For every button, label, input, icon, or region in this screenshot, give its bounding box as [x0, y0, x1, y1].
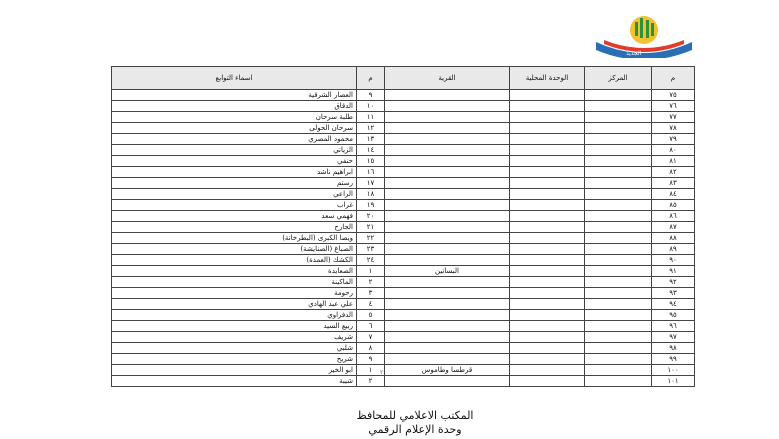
row-markaz [585, 255, 652, 266]
row-local-unit [510, 222, 585, 233]
row-village [385, 354, 510, 365]
row-sub-num: ١١ [357, 112, 385, 123]
villages-table [111, 66, 695, 387]
table-row [112, 266, 695, 277]
row-village [385, 134, 510, 145]
row-village [385, 332, 510, 343]
row-village [385, 101, 510, 112]
governorate-logo [590, 12, 698, 58]
logo-text: الجديد [626, 50, 642, 57]
row-village [385, 310, 510, 321]
row-local-unit [510, 200, 585, 211]
table-row [112, 233, 695, 244]
row-num: ٧٧ [652, 112, 695, 123]
row-name: غراب [112, 200, 357, 211]
row-num: ٩٥ [652, 310, 695, 321]
row-local-unit [510, 178, 585, 189]
row-markaz [585, 156, 652, 167]
row-sub-num: ٤ [357, 299, 385, 310]
row-num: ٨٤ [652, 189, 695, 200]
row-name: الدفراوي [112, 310, 357, 321]
row-name: الدقاق [112, 101, 357, 112]
row-sub-num: ٦ [357, 321, 385, 332]
row-sub-num: ١ [357, 365, 385, 376]
row-markaz [585, 376, 652, 387]
table-row [112, 255, 695, 266]
row-local-unit [510, 211, 585, 222]
row-markaz [585, 332, 652, 343]
table-row [112, 244, 695, 255]
row-name: رستم [112, 178, 357, 189]
row-name: سرحان الحولى [112, 123, 357, 134]
row-local-unit [510, 134, 585, 145]
row-village: قرطسا وطاموس [385, 365, 510, 376]
row-sub-num: ١٠ [357, 101, 385, 112]
row-local-unit [510, 343, 585, 354]
row-sub-num: ١٥ [357, 156, 385, 167]
row-village [385, 189, 510, 200]
footer-unit: وحدة الإعلام الرقمي [368, 423, 462, 436]
footer-office: المكتب الاعلامي للمحافظ [356, 409, 474, 422]
row-local-unit [510, 365, 585, 376]
row-sub-num: ٥ [357, 310, 385, 321]
row-sub-num: ٩ [357, 90, 385, 101]
row-village [385, 376, 510, 387]
table-row [112, 376, 695, 387]
row-local-unit [510, 332, 585, 343]
table-row [112, 277, 695, 288]
row-num: ٩٢ [652, 277, 695, 288]
row-local-unit [510, 167, 585, 178]
table-header-row [112, 67, 695, 90]
row-local-unit [510, 90, 585, 101]
row-name: العصار الشرقية [112, 90, 357, 101]
row-num: ٩١ [652, 266, 695, 277]
row-markaz [585, 299, 652, 310]
row-num: ٩٤ [652, 299, 695, 310]
row-markaz [585, 310, 652, 321]
row-name: حنفي [112, 156, 357, 167]
row-village [385, 288, 510, 299]
row-sub-num: ٩ [357, 354, 385, 365]
table-row [112, 112, 695, 123]
header-village: القرية [385, 67, 510, 90]
row-name: شريح [112, 354, 357, 365]
row-markaz [585, 211, 652, 222]
row-sub-num: ٣ [357, 288, 385, 299]
row-sub-num: ١٣ [357, 134, 385, 145]
row-village [385, 178, 510, 189]
row-village: البساتين [385, 266, 510, 277]
row-markaz [585, 266, 652, 277]
row-village [385, 277, 510, 288]
row-num: ٨٢ [652, 167, 695, 178]
row-markaz [585, 189, 652, 200]
row-num: ٧٥ [652, 90, 695, 101]
row-village [385, 244, 510, 255]
header-num: م [652, 67, 695, 90]
table-row [112, 178, 695, 189]
table-row [112, 167, 695, 178]
row-markaz [585, 145, 652, 156]
row-name: شيبة [112, 376, 357, 387]
row-sub-num: ١ [357, 266, 385, 277]
table-row [112, 101, 695, 112]
row-num: ٨١ [652, 156, 695, 167]
row-name: ويصا الكبرى (البطرخانة) [112, 233, 357, 244]
header-names: اسماء التوابع [112, 67, 357, 90]
row-local-unit [510, 321, 585, 332]
row-name: الراعي [112, 189, 357, 200]
row-num: ٩٣ [652, 288, 695, 299]
row-sub-num: ٢١ [357, 222, 385, 233]
row-name: ابراهيم ناشد [112, 167, 357, 178]
footer [300, 409, 530, 437]
row-markaz [585, 112, 652, 123]
table-row [112, 200, 695, 211]
row-local-unit [510, 189, 585, 200]
row-name: ربيع السيد [112, 321, 357, 332]
row-sub-num: ١٧ [357, 178, 385, 189]
row-sub-num: ١٩ [357, 200, 385, 211]
row-name: ابو الخير [112, 365, 357, 376]
row-village [385, 211, 510, 222]
row-num: ١٠٠ [652, 365, 695, 376]
row-village [385, 321, 510, 332]
row-local-unit [510, 255, 585, 266]
row-village [385, 233, 510, 244]
page-footnote: ٢ [380, 369, 384, 376]
row-name: شلبي [112, 343, 357, 354]
table-row [112, 365, 695, 376]
row-markaz [585, 200, 652, 211]
row-num: ٨٣ [652, 178, 695, 189]
row-sub-num: ٢٣ [357, 244, 385, 255]
header-local-unit: الوحدة المحلية [510, 67, 585, 90]
row-markaz [585, 123, 652, 134]
row-num: ٩٩ [652, 354, 695, 365]
row-markaz [585, 244, 652, 255]
row-name: الجارح [112, 222, 357, 233]
row-markaz [585, 288, 652, 299]
row-village [385, 123, 510, 134]
row-markaz [585, 90, 652, 101]
table-row [112, 310, 695, 321]
row-name: الزياتي [112, 145, 357, 156]
row-sub-num: ١٤ [357, 145, 385, 156]
row-name: طلبة سرحان [112, 112, 357, 123]
table-row [112, 222, 695, 233]
table-row [112, 156, 695, 167]
row-name: فهمي سعد [112, 211, 357, 222]
row-markaz [585, 354, 652, 365]
row-sub-num: ٧ [357, 332, 385, 343]
row-village [385, 90, 510, 101]
row-markaz [585, 167, 652, 178]
row-local-unit [510, 376, 585, 387]
row-name: الصعايدة [112, 266, 357, 277]
row-name: الكشك (العمدة) [112, 255, 357, 266]
row-markaz [585, 277, 652, 288]
row-village [385, 299, 510, 310]
row-num: ٨٦ [652, 211, 695, 222]
header-markaz: المركز [585, 67, 652, 90]
row-markaz [585, 233, 652, 244]
row-village [385, 200, 510, 211]
row-num: ٨٩ [652, 244, 695, 255]
row-local-unit [510, 101, 585, 112]
row-name: محمود المصري [112, 134, 357, 145]
row-markaz [585, 321, 652, 332]
table-row [112, 343, 695, 354]
row-sub-num: ٢٢ [357, 233, 385, 244]
row-markaz [585, 178, 652, 189]
row-local-unit [510, 156, 585, 167]
table-row [112, 145, 695, 156]
row-local-unit [510, 244, 585, 255]
row-name: الصباغ (الصنايشة) [112, 244, 357, 255]
row-sub-num: ٢ [357, 376, 385, 387]
row-num: ١٠١ [652, 376, 695, 387]
table-row [112, 134, 695, 145]
row-local-unit [510, 310, 585, 321]
row-local-unit [510, 299, 585, 310]
row-village [385, 145, 510, 156]
table-row [112, 211, 695, 222]
row-num: ٩٦ [652, 321, 695, 332]
row-sub-num: ١٦ [357, 167, 385, 178]
row-num: ٩٨ [652, 343, 695, 354]
row-num: ٩٠ [652, 255, 695, 266]
row-local-unit [510, 277, 585, 288]
row-name: رحومة [112, 288, 357, 299]
row-name: علي عبد الهادي [112, 299, 357, 310]
row-markaz [585, 365, 652, 376]
table-row [112, 90, 695, 101]
row-name: الماكينة [112, 277, 357, 288]
row-local-unit [510, 145, 585, 156]
row-local-unit [510, 354, 585, 365]
row-local-unit [510, 233, 585, 244]
row-local-unit [510, 112, 585, 123]
row-num: ٧٨ [652, 123, 695, 134]
row-num: ٩٧ [652, 332, 695, 343]
row-local-unit [510, 266, 585, 277]
row-markaz [585, 101, 652, 112]
row-num: ٨٨ [652, 233, 695, 244]
table-row [112, 123, 695, 134]
table-row [112, 288, 695, 299]
row-village [385, 112, 510, 123]
row-sub-num: ١٢ [357, 123, 385, 134]
table-row [112, 332, 695, 343]
table-row [112, 189, 695, 200]
row-num: ٨٥ [652, 200, 695, 211]
row-markaz [585, 222, 652, 233]
row-village [385, 255, 510, 266]
row-sub-num: ٢٠ [357, 211, 385, 222]
row-village [385, 222, 510, 233]
header-sub-num: م [357, 67, 385, 90]
row-local-unit [510, 123, 585, 134]
table-row [112, 321, 695, 332]
row-sub-num: ١٨ [357, 189, 385, 200]
table-body [112, 90, 695, 387]
table-row [112, 354, 695, 365]
row-num: ٧٦ [652, 101, 695, 112]
row-village [385, 343, 510, 354]
row-markaz [585, 134, 652, 145]
row-sub-num: ٢٤ [357, 255, 385, 266]
row-sub-num: ٢ [357, 277, 385, 288]
row-num: ٧٩ [652, 134, 695, 145]
row-markaz [585, 343, 652, 354]
table-row [112, 299, 695, 310]
row-num: ٨٧ [652, 222, 695, 233]
row-num: ٨٠ [652, 145, 695, 156]
row-village [385, 156, 510, 167]
row-village [385, 167, 510, 178]
row-sub-num: ٨ [357, 343, 385, 354]
row-local-unit [510, 288, 585, 299]
row-name: شريف [112, 332, 357, 343]
